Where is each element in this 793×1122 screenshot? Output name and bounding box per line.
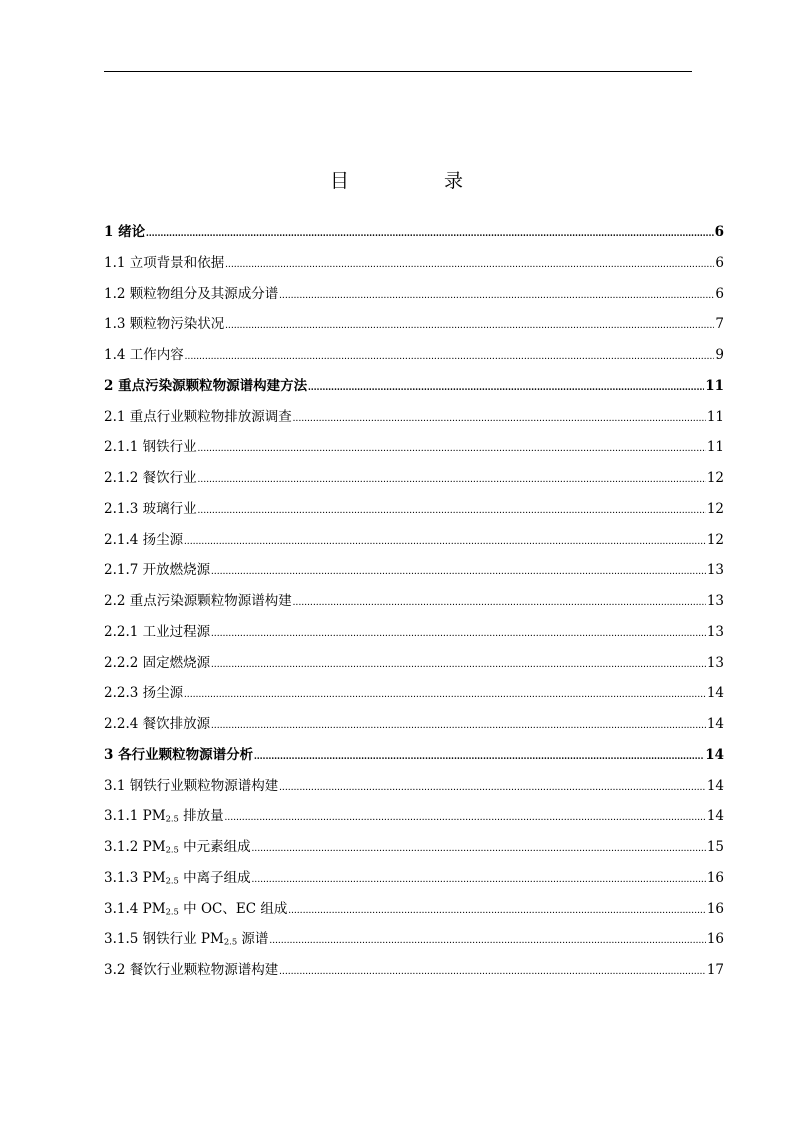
toc-entry-label: 2 重点污染源颗粒物源谱构建方法 (104, 377, 308, 394)
header-rule (104, 71, 692, 72)
toc-entry-page-number: 16 (706, 900, 724, 917)
toc-entry-label: 2.1.1 钢铁行业 (104, 439, 197, 456)
toc-entry-label (104, 835, 251, 859)
toc-entry[interactable] (104, 374, 724, 405)
toc-entry[interactable] (104, 681, 724, 712)
toc-dot-leader (279, 284, 714, 308)
toc-dot-leader (293, 407, 706, 431)
toc-entry-page-number: 6 (715, 285, 724, 302)
toc-entry-page-number: 14 (706, 777, 724, 794)
toc-entry-label-prefix: 3.1.3 PM (104, 869, 166, 886)
toc-entry-label: 3.2 餐饮行业颗粒物源谱构建 (104, 962, 279, 978)
toc-entry-page-number: 6 (715, 254, 724, 271)
toc-entry-page-number: 13 (706, 654, 724, 671)
toc-entry-label-suffix: 中离子组成 (178, 869, 251, 886)
toc-dot-leader (225, 314, 714, 338)
toc-entry[interactable] (104, 804, 724, 835)
toc-entry-label (104, 866, 251, 890)
toc-entry[interactable] (104, 558, 724, 589)
toc-entry-page-number: 16 (706, 869, 724, 886)
toc-entry-label: 3 各行业颗粒物源谱分析 (104, 746, 254, 763)
toc-entry-page-number: 13 (706, 593, 724, 609)
toc-dot-leader (288, 899, 705, 923)
toc-entry-page-number: 14 (706, 716, 724, 732)
toc-entry-page-number: 12 (706, 500, 724, 517)
toc-entry-label-subscript: 2.5 (165, 875, 179, 886)
toc-title: 目 录 (329, 170, 501, 192)
toc-entry-page-number: 17 (706, 962, 724, 978)
toc-dot-leader (279, 776, 706, 800)
toc-entry-page-number: 14 (706, 685, 724, 702)
toc-entry[interactable] (104, 712, 724, 743)
toc-entry-label: 3.1 钢铁行业颗粒物源谱构建 (104, 777, 279, 794)
toc-entry[interactable] (104, 497, 724, 528)
toc-entry-page-number: 11 (706, 408, 724, 425)
toc-entry-label (104, 804, 224, 828)
toc-entry[interactable] (104, 220, 724, 251)
toc-entry[interactable] (104, 620, 724, 651)
toc-entry[interactable] (104, 589, 724, 620)
toc-dot-leader (225, 253, 714, 277)
toc-entry[interactable] (104, 435, 724, 466)
toc-entry-label: 2.1.2 餐饮行业 (104, 470, 197, 486)
toc-entry-label: 2.2.4 餐饮排放源 (104, 716, 211, 732)
toc-dot-leader (211, 622, 706, 646)
toc-entry-label-suffix: 排放量 (178, 808, 224, 825)
toc-entry-page-number: 13 (706, 623, 724, 640)
toc-entry[interactable] (104, 958, 724, 989)
toc-dot-leader (279, 960, 706, 984)
toc-entry[interactable] (104, 282, 724, 313)
toc-entry-page-number: 12 (706, 470, 724, 486)
toc-entry[interactable] (104, 343, 724, 374)
toc-entry[interactable] (104, 835, 724, 866)
toc-dot-leader (211, 653, 706, 677)
toc-dot-leader (293, 591, 706, 615)
toc-entry-label: 1.2 颗粒物组分及其源成分谱 (104, 285, 279, 302)
toc-dot-leader (308, 376, 704, 400)
toc-entry-page-number: 15 (706, 839, 724, 855)
toc-entry-label: 2.1.7 开放燃烧源 (104, 562, 211, 579)
toc-entry-label-subscript: 2.5 (223, 936, 238, 947)
toc-entry-label: 2.1.4 扬尘源 (104, 531, 184, 548)
toc-entry-label-subscript: 2.5 (165, 844, 179, 855)
toc-entry[interactable] (104, 866, 724, 897)
toc-entry-page-number: 13 (706, 562, 724, 579)
toc-entry-label: 1.1 立项背景和依据 (104, 254, 225, 271)
toc-entry-label-subscript: 2.5 (165, 906, 179, 917)
toc-dot-leader (269, 929, 705, 953)
toc-dot-leader (185, 345, 715, 369)
toc-entry-label (104, 897, 287, 921)
table-of-contents (104, 220, 724, 989)
toc-entry-label-prefix: 3.1.2 PM (104, 839, 166, 855)
toc-entry-label: 1.4 工作内容 (104, 347, 184, 363)
toc-entry-label: 1 绪论 (104, 224, 146, 240)
toc-dot-leader (254, 745, 704, 769)
toc-entry-label: 1.3 颗粒物污染状况 (104, 316, 225, 333)
toc-dot-leader (184, 530, 706, 554)
toc-entry-label-prefix: 3.1.1 PM (104, 808, 166, 825)
toc-entry-page-number: 11 (705, 377, 724, 394)
toc-entry-label-subscript: 2.5 (165, 813, 179, 824)
toc-entry-page-number: 7 (715, 316, 724, 333)
toc-entry-label-suffix: 中 OC、EC 组成 (178, 900, 288, 917)
toc-entry-label: 2.2.1 工业过程源 (104, 623, 211, 640)
toc-dot-leader (225, 806, 706, 830)
toc-entry-label: 2.1.3 玻璃行业 (104, 500, 197, 517)
toc-dot-leader (252, 868, 706, 892)
toc-dot-leader (184, 683, 706, 707)
toc-dot-leader (211, 714, 706, 738)
toc-entry-label-prefix: 3.1.5 钢铁行业 PM (104, 931, 224, 948)
toc-entry[interactable] (104, 743, 724, 774)
toc-entry[interactable] (104, 651, 724, 682)
toc-entry[interactable] (104, 466, 724, 497)
toc-dot-leader (146, 222, 714, 246)
toc-dot-leader (252, 837, 706, 861)
toc-dot-leader (198, 468, 706, 492)
toc-entry-label: 2.1 重点行业颗粒物排放源调查 (104, 408, 292, 425)
toc-entry[interactable] (104, 251, 724, 282)
toc-dot-leader (198, 437, 706, 461)
toc-dot-leader (198, 499, 706, 523)
toc-dot-leader (211, 560, 706, 584)
toc-entry[interactable] (104, 312, 724, 343)
toc-entry[interactable] (104, 927, 724, 958)
toc-entry[interactable] (104, 774, 724, 805)
toc-entry-page-number: 14 (706, 808, 724, 825)
toc-entry-page-number: 6 (714, 224, 724, 240)
toc-entry-label-prefix: 3.1.4 PM (104, 900, 166, 917)
toc-entry[interactable] (104, 897, 724, 928)
toc-entry-label: 2.2 重点污染源颗粒物源谱构建 (104, 593, 292, 609)
toc-entry-page-number: 11 (706, 439, 724, 456)
toc-entry[interactable] (104, 405, 724, 436)
toc-entry-label-suffix: 源谱 (237, 931, 269, 948)
toc-entry-page-number: 9 (715, 347, 724, 363)
toc-entry-page-number: 16 (706, 931, 724, 948)
toc-entry-label: 2.2.3 扬尘源 (104, 685, 184, 702)
toc-entry-label (104, 927, 268, 951)
toc-entry[interactable] (104, 528, 724, 559)
toc-entry-label-suffix: 中元素组成 (178, 839, 251, 855)
toc-entry-label: 2.2.2 固定燃烧源 (104, 654, 211, 671)
toc-entry-page-number: 12 (706, 531, 724, 548)
toc-entry-page-number: 14 (705, 746, 724, 763)
